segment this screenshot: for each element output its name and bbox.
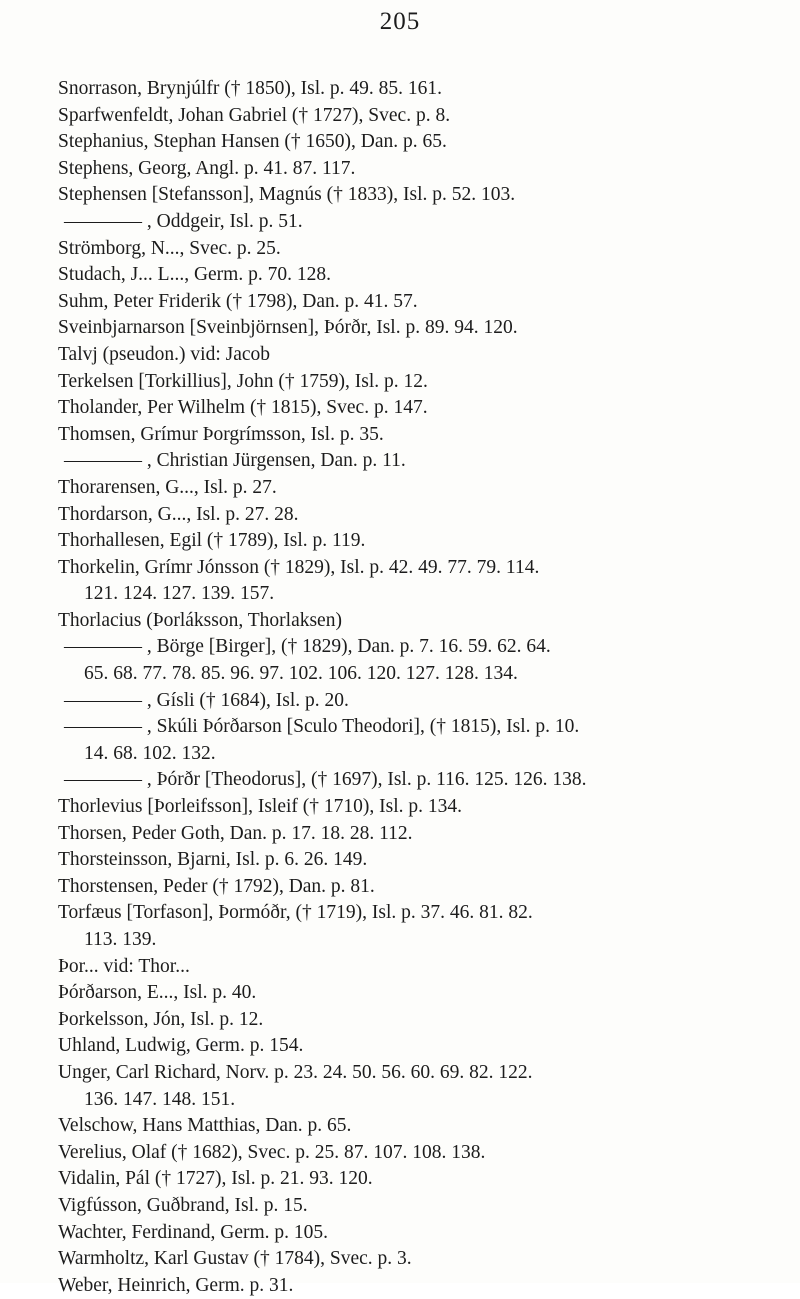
index-entry: Strömborg, N..., Svec. p. 25. xyxy=(58,237,281,259)
index-entry: Vigfússon, Guðbrand, Isl. p. 15. xyxy=(58,1194,308,1216)
index-entry: Sparfwenfeldt, Johan Gabriel († 1727), Svec. p. 8. xyxy=(58,104,451,126)
index-entry-continuation: 136. 147. 148. 151. xyxy=(84,1088,236,1110)
index-entry: Thomsen, Grímur Þorgrímsson, Isl. p. 35. xyxy=(58,423,384,445)
index-entry: Vidalin, Pál († 1727), Isl. p. 21. 93. 120. xyxy=(58,1168,373,1190)
index-entry: Tholander, Per Wilhelm († 1815), Svec. p. 147. xyxy=(58,397,428,419)
index-entry: Talvj (pseudon.) vid: Jacob xyxy=(58,343,271,365)
index-entry: Unger, Carl Richard, Norv. p. 23. 24. 50. 56. 60. 69. 82. 122. xyxy=(58,1061,533,1083)
index-entry: Thorsteinsson, Bjarni, Isl. p. 6. 26. 149. xyxy=(58,849,368,871)
index-entry-continuation: 65. 68. 77. 78. 85. 96. 97. 102. 106. 120. 127. 128. 134. xyxy=(84,663,518,685)
index-subentry: ———— , Christian Jürgensen, Dan. p. 11. xyxy=(64,450,406,472)
index-entry: Uhland, Ludwig, Germ. p. 154. xyxy=(58,1035,304,1057)
index-entries xyxy=(58,76,784,1299)
index-subentry: ———— , Oddgeir, Isl. p. 51. xyxy=(64,210,303,232)
index-subentry: ———— , Gísli († 1684), Isl. p. 20. xyxy=(64,689,349,711)
index-subentry: ———— , Þórðr [Theodorus], († 1697), Isl. p. 116. 125. 126. 138. xyxy=(64,769,587,791)
index-entry: Stephanius, Stephan Hansen († 1650), Dan. p. 65. xyxy=(58,131,447,153)
index-entry: Snorrason, Brynjúlfr († 1850), Isl. p. 49. 85. 161. xyxy=(58,78,443,99)
index-entry: Warmholtz, Karl Gustav († 1784), Svec. p. 3. xyxy=(58,1248,412,1270)
index-entry: Þor... vid: Thor... xyxy=(58,955,190,977)
page-number: 205 xyxy=(379,8,421,35)
index-entry: Thordarson, G..., Isl. p. 27. 28. xyxy=(58,503,299,525)
index-entry: Thorlevius [Þorleifsson], Isleif († 1710), Isl. p. 134. xyxy=(58,796,463,818)
index-entry: Stephensen [Stefansson], Magnús († 1833), Isl. p. 52. 103. xyxy=(58,184,516,206)
index-entry: Thorlacius (Þorláksson, Thorlaksen) xyxy=(58,609,342,631)
index-entry: Suhm, Peter Friderik († 1798), Dan. p. 41. 57. xyxy=(58,290,418,312)
index-entry: Thorsen, Peder Goth, Dan. p. 17. 18. 28. 112. xyxy=(58,822,413,844)
index-entry: Thorkelin, Grímr Jónsson († 1829), Isl. p. 42. 49. 77. 79. 114. xyxy=(58,556,540,578)
index-entry: Stephens, Georg, Angl. p. 41. 87. 117. xyxy=(58,157,356,179)
index-entry: Torfæus [Torfason], Þormóðr, († 1719), Isl. p. 37. 46. 81. 82. xyxy=(58,902,533,924)
index-entry-continuation: 14. 68. 102. 132. xyxy=(84,742,216,764)
index-entry: Velschow, Hans Matthias, Dan. p. 65. xyxy=(58,1115,352,1137)
index-entry: Þorkelsson, Jón, Isl. p. 12. xyxy=(58,1008,264,1030)
index-entry: Weber, Heinrich, Germ. p. 31. xyxy=(58,1274,294,1296)
index-entry: Þórðarson, E..., Isl. p. 40. xyxy=(58,982,257,1004)
index-entry: Wachter, Ferdinand, Germ. p. 105. xyxy=(58,1221,329,1243)
index-entry: Thorstensen, Peder († 1792), Dan. p. 81. xyxy=(58,875,375,897)
index-entry-continuation: 113. 139. xyxy=(84,929,157,950)
index-entry: Sveinbjarnarson [Sveinbjörnsen], Þórðr, Isl. p. 89. 94. 120. xyxy=(58,317,518,339)
index-entry: Thorhallesen, Egil († 1789), Isl. p. 119. xyxy=(58,530,366,552)
index-entry: Terkelsen [Torkillius], John († 1759), Isl. p. 12. xyxy=(58,370,428,392)
index-entry: Thorarensen, G..., Isl. p. 27. xyxy=(58,476,277,498)
index-subentry: ———— , Börge [Birger], († 1829), Dan. p. 7. 16. 59. 62. 64. xyxy=(64,636,551,658)
index-entry-continuation: 121. 124. 127. 139. 157. xyxy=(84,583,275,605)
index-subentry: ———— , Skúli Þórðarson [Sculo Theodori], († 1815), Isl. p. 10. xyxy=(64,716,580,738)
index-entry: Studach, J... L..., Germ. p. 70. 128. xyxy=(58,264,331,286)
index-entry: Verelius, Olaf († 1682), Svec. p. 25. 87. 107. 108. 138. xyxy=(58,1141,486,1163)
